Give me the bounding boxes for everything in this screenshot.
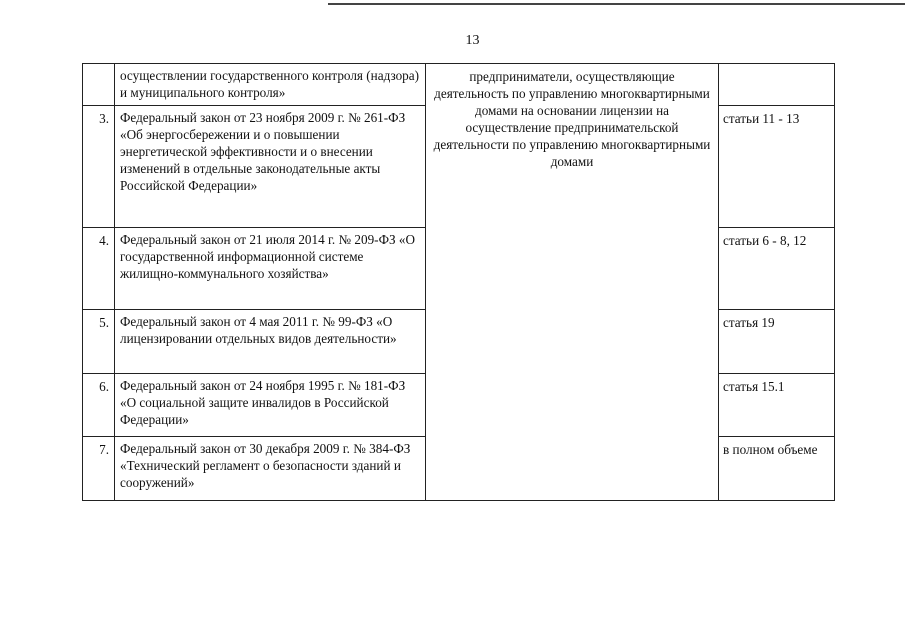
law-title: Федеральный закон от 30 декабря 2009 г. № 384-ФЗ «Технический регламент о безопасности зданий и сооружений»: [115, 437, 426, 501]
articles-cell: статья 19: [719, 310, 835, 374]
law-title: Федеральный закон от 4 мая 2011 г. № 99-ФЗ «О лицензировании отдельных видов деятельности»: [115, 310, 426, 374]
page-number: 13: [465, 33, 480, 48]
legal-acts-table: [82, 63, 835, 501]
row-number: 4.: [83, 228, 115, 310]
articles-cell: статьи 6 - 8, 12: [719, 228, 835, 310]
articles-cell: [719, 64, 835, 106]
row-number: 7.: [83, 437, 115, 501]
table-row: [83, 64, 835, 106]
law-title: Федеральный закон от 21 июля 2014 г. № 209-ФЗ «О государственной информационной системе жилищно-коммунального хозяйства»: [115, 228, 426, 310]
articles-cell: в полном объеме: [719, 437, 835, 501]
row-number: [83, 64, 115, 106]
law-title: Федеральный закон от 23 ноября 2009 г. № 261-ФЗ «Об энергосбережении и о повышении энергетической эффективности и о внесении изменений в отдельные законодательные акты Российской Федерации»: [115, 106, 426, 228]
law-title: осуществлении государственного контроля (надзора) и муниципального контроля»: [115, 64, 426, 106]
row-number: 6.: [83, 374, 115, 437]
law-title: Федеральный закон от 24 ноября 1995 г. № 181-ФЗ «О социальной защите инвалидов в Российской Федерации»: [115, 374, 426, 437]
regulated-subjects: предприниматели, осуществляющие деятельность по управлению многоквартирными домами на основании лицензии на осуществление предпринимательской деятельности по управлению многоквартирными домами: [426, 64, 719, 501]
articles-cell: статьи 11 - 13: [719, 106, 835, 228]
row-number: 5.: [83, 310, 115, 374]
row-number: 3.: [83, 106, 115, 228]
articles-cell: статья 15.1: [719, 374, 835, 437]
top-border-line: [328, 3, 905, 5]
